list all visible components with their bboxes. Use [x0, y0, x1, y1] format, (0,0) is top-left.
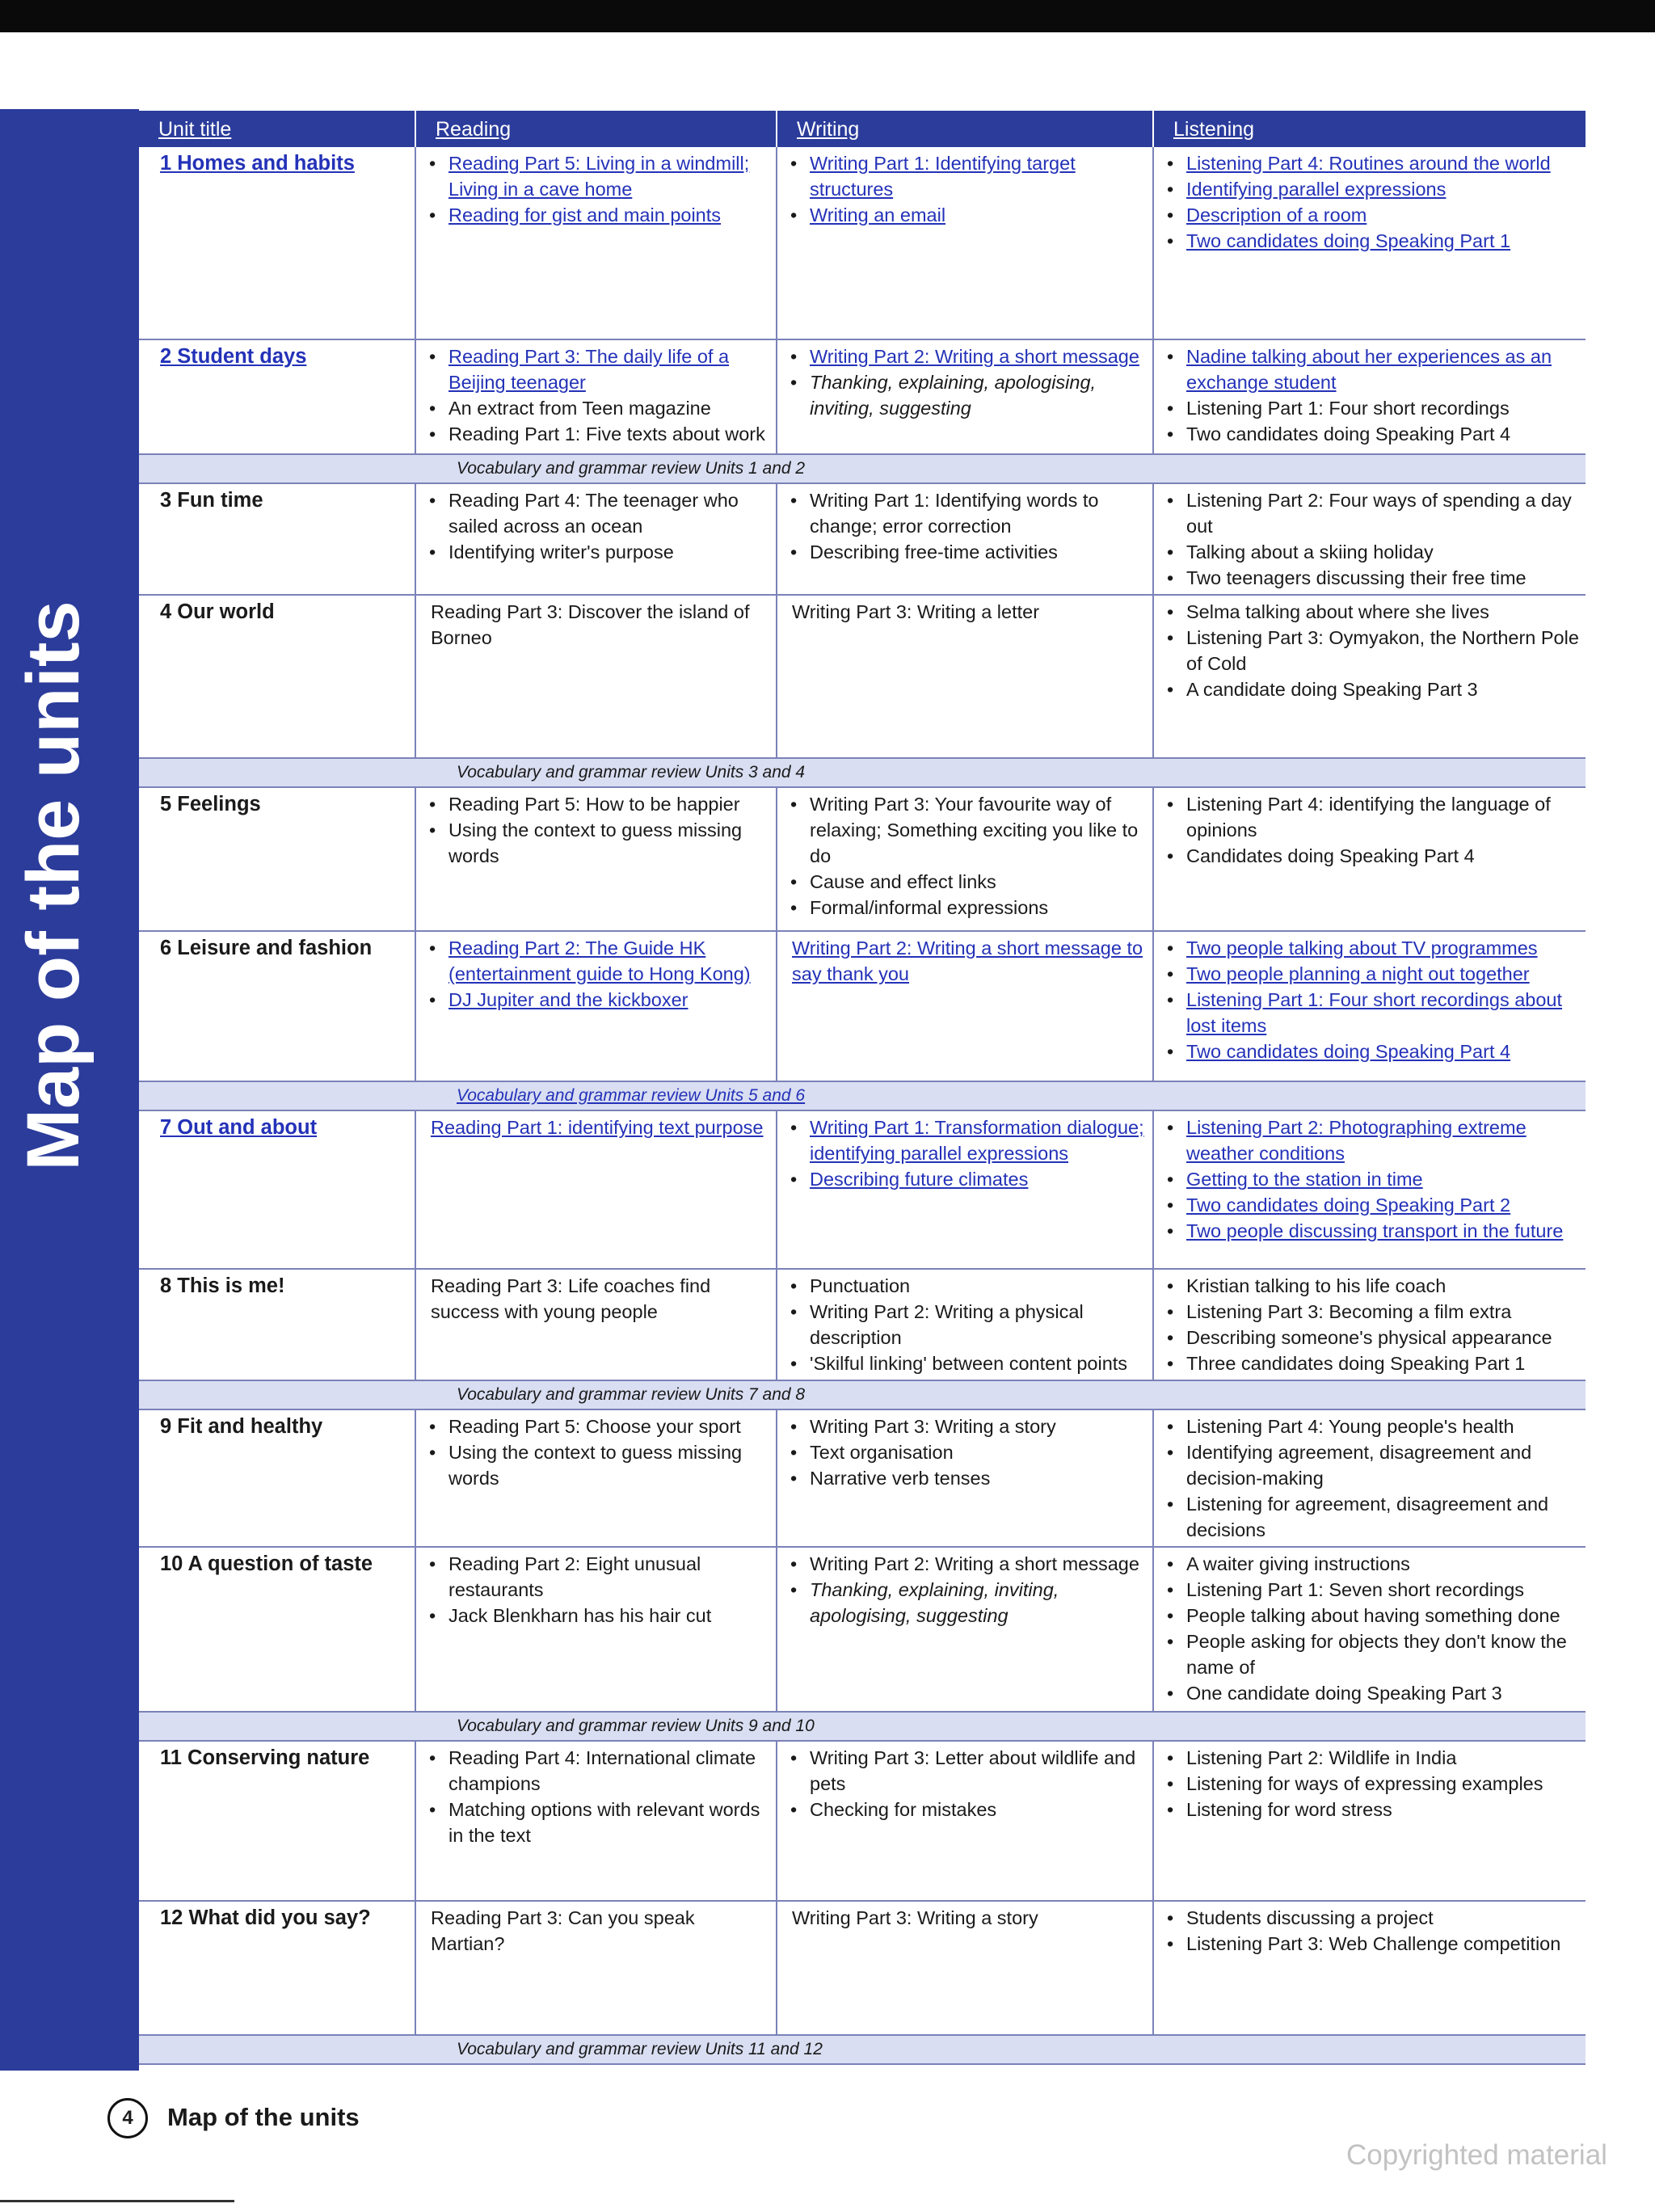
unit-title: 8 This is me! [139, 1269, 415, 1380]
list-item[interactable]: • Reading for gist and main points [424, 202, 769, 228]
list-item[interactable]: • Two candidates doing Speaking Part 4 [1162, 1039, 1579, 1064]
list-item: • Candidates doing Speaking Part 4 [1162, 843, 1579, 869]
writing-cell: Writing Part 3: Writing a story [777, 1901, 1153, 2035]
list-item: • Listening for agreement, disagreement and decisions [1162, 1491, 1579, 1543]
writing-cell [777, 1547, 1153, 1712]
table-row [139, 1547, 1586, 1712]
side-title: Map of the units [12, 600, 95, 1171]
review-row [139, 454, 1586, 483]
review-row [139, 2035, 1586, 2064]
list-item: • Listening for word stress [1162, 1797, 1579, 1822]
reading-cell [415, 787, 777, 931]
list-item: • Thanking, explaining, apologising, inviting, suggesting [785, 369, 1146, 421]
listening-cell [1153, 1110, 1586, 1269]
unit-title[interactable]: 7 Out and about [139, 1110, 415, 1269]
list-item: • Two candidates doing Speaking Part 4 [1162, 421, 1579, 447]
listening-cell [1153, 147, 1586, 339]
list-item: • Identifying writer's purpose [424, 539, 769, 565]
table-row [139, 1269, 1586, 1380]
list-item: • Cause and effect links [785, 869, 1146, 895]
list-item[interactable]: • Getting to the station in time [1162, 1166, 1579, 1192]
unit-title: 3 Fun time [139, 483, 415, 595]
reading-cell: Reading Part 3: Can you speak Martian? [415, 1901, 777, 2035]
list-item: • Reading Part 4: International climate champions [424, 1745, 769, 1797]
writing-cell [777, 787, 1153, 931]
reading-cell [415, 1409, 777, 1547]
list-item[interactable]: • Description of a room [1162, 202, 1579, 228]
reading-cell [415, 483, 777, 595]
list-item: • A waiter giving instructions [1162, 1551, 1579, 1577]
listening-cell [1153, 787, 1586, 931]
copyright-notice: Copyrighted material [1346, 2139, 1607, 2171]
list-item: • Describing free-time activities [785, 539, 1146, 565]
list-item: • 'Skilful linking' between content points [785, 1350, 1146, 1376]
listening-cell [1153, 339, 1586, 454]
unit-title[interactable]: 2 Student days [139, 339, 415, 454]
writing-cell [777, 1741, 1153, 1901]
list-item: • Identifying agreement, disagreement and decision-making [1162, 1439, 1579, 1491]
unit-title: 4 Our world [139, 595, 415, 758]
unit-title: 6 Leisure and fashion [139, 931, 415, 1081]
list-item[interactable]: • Reading Part 3: The daily life of a Beijing teenager [424, 343, 769, 395]
list-item: • Matching options with relevant words in the text [424, 1797, 769, 1848]
table-row [139, 483, 1586, 595]
list-item[interactable]: • Writing Part 1: Transformation dialogue; identifying parallel expressions [785, 1114, 1146, 1166]
list-item: • Writing Part 3: Writing a story [785, 1414, 1146, 1439]
reading-cell [415, 931, 777, 1081]
list-item: • One candidate doing Speaking Part 3 [1162, 1680, 1579, 1706]
writing-cell[interactable]: Writing Part 2: Writing a short message to say thank you [777, 931, 1153, 1081]
table-row [139, 931, 1586, 1081]
list-item: • Listening Part 2: Four ways of spending a day out [1162, 487, 1579, 539]
listening-cell [1153, 1547, 1586, 1712]
list-item: • Three candidates doing Speaking Part 1 [1162, 1350, 1579, 1376]
listening-cell [1153, 1741, 1586, 1901]
list-item: • Using the context to guess missing words [424, 1439, 769, 1491]
list-item: • Talking about a skiing holiday [1162, 539, 1579, 565]
list-item[interactable]: • Reading Part 2: The Guide HK (entertainment guide to Hong Kong) [424, 935, 769, 987]
list-item: • A candidate doing Speaking Part 3 [1162, 676, 1579, 702]
unit-title: 11 Conserving nature [139, 1741, 415, 1901]
list-item: • Checking for mistakes [785, 1797, 1146, 1822]
list-item[interactable]: • DJ Jupiter and the kickboxer [424, 987, 769, 1013]
list-item: • Listening Part 4: Young people's health [1162, 1414, 1579, 1439]
list-item: • Listening for ways of expressing examples [1162, 1771, 1579, 1797]
writing-cell [777, 1110, 1153, 1269]
review-cell[interactable]: Vocabulary and grammar review Units 5 and 6 [139, 1081, 1586, 1110]
list-item[interactable]: • Two candidates doing Speaking Part 1 [1162, 228, 1579, 254]
reading-cell [415, 147, 777, 339]
list-item: • People asking for objects they don't know the name of [1162, 1628, 1579, 1680]
list-item: • Reading Part 4: The teenager who sailed across an ocean [424, 487, 769, 539]
list-item[interactable]: • Writing an email [785, 202, 1146, 228]
review-cell: Vocabulary and grammar review Units 1 and 2 [139, 454, 1586, 483]
review-row [139, 1081, 1586, 1110]
list-item: • Jack Blenkharn has his hair cut [424, 1603, 769, 1628]
table-row [139, 1741, 1586, 1901]
footer-title: Map of the units [167, 2103, 360, 2131]
table-row [139, 339, 1586, 454]
list-item: • Listening Part 3: Web Challenge competition [1162, 1931, 1579, 1957]
header-row [139, 111, 1586, 147]
list-item[interactable]: • Listening Part 4: Routines around the world [1162, 150, 1579, 176]
list-item: • Reading Part 5: Choose your sport [424, 1414, 769, 1439]
table-row [139, 147, 1586, 339]
list-item[interactable]: • Listening Part 2: Photographing extreme weather conditions [1162, 1114, 1579, 1166]
list-item[interactable]: • Identifying parallel expressions [1162, 176, 1579, 202]
reading-cell: Reading Part 3: Discover the island of Borneo [415, 595, 777, 758]
unit-title: 12 What did you say? [139, 1901, 415, 2035]
table-row [139, 595, 1586, 758]
list-item[interactable]: • Two candidates doing Speaking Part 2 [1162, 1192, 1579, 1218]
list-item[interactable]: • Two people discussing transport in the future [1162, 1218, 1579, 1244]
review-cell: Vocabulary and grammar review Units 7 and 8 [139, 1380, 1586, 1409]
review-cell: Vocabulary and grammar review Units 9 and 10 [139, 1712, 1586, 1741]
list-item: • Formal/informal expressions [785, 895, 1146, 921]
list-item[interactable]: • Two people planning a night out together [1162, 961, 1579, 987]
reading-cell [415, 339, 777, 454]
unit-title: 10 A question of taste [139, 1547, 415, 1712]
listening-cell [1153, 595, 1586, 758]
writing-cell [777, 147, 1153, 339]
list-item: • Two teenagers discussing their free time [1162, 565, 1579, 591]
unit-title: 9 Fit and healthy [139, 1409, 415, 1547]
reading-cell [415, 1741, 777, 1901]
reading-cell[interactable]: Reading Part 1: identifying text purpose [415, 1110, 777, 1269]
review-cell: Vocabulary and grammar review Units 3 and 4 [139, 758, 1586, 787]
listening-cell [1153, 1409, 1586, 1547]
list-item[interactable]: • Writing Part 2: Writing a short message [785, 343, 1146, 369]
table-row [139, 1409, 1586, 1547]
list-item: • Reading Part 5: How to be happier [424, 791, 769, 817]
list-item: • Narrative verb tenses [785, 1465, 1146, 1491]
table-row [139, 1110, 1586, 1269]
list-item: • Listening Part 2: Wildlife in India [1162, 1745, 1579, 1771]
list-item[interactable]: • Listening Part 1: Four short recordings about lost items [1162, 987, 1579, 1039]
list-item: • Writing Part 2: Writing a physical description [785, 1299, 1146, 1350]
units-map-table [139, 111, 1586, 2065]
list-item: • Students discussing a project [1162, 1905, 1579, 1931]
header-reading[interactable]: Reading [415, 111, 777, 147]
list-item: • Text organisation [785, 1439, 1146, 1465]
reading-cell: Reading Part 3: Life coaches find success with young people [415, 1269, 777, 1380]
list-item: • Describing someone's physical appearance [1162, 1325, 1579, 1350]
list-item: • Reading Part 2: Eight unusual restaurants [424, 1551, 769, 1603]
list-item[interactable]: • Two people talking about TV programmes [1162, 935, 1579, 961]
writing-cell: Writing Part 3: Writing a letter [777, 595, 1153, 758]
writing-cell [777, 339, 1153, 454]
list-item: • Thanking, explaining, inviting, apologising, suggesting [785, 1577, 1146, 1628]
writing-cell [777, 483, 1153, 595]
listening-cell [1153, 1901, 1586, 2035]
listening-cell [1153, 931, 1586, 1081]
review-cell: Vocabulary and grammar review Units 11 and 12 [139, 2035, 1586, 2064]
review-row [139, 758, 1586, 787]
list-item: • Punctuation [785, 1273, 1146, 1299]
review-row [139, 1380, 1586, 1409]
list-item: • Writing Part 2: Writing a short message [785, 1551, 1146, 1577]
listening-cell [1153, 1269, 1586, 1380]
table-row [139, 787, 1586, 931]
writing-cell [777, 1409, 1153, 1547]
list-item: • Listening Part 3: Oymyakon, the Northern Pole of Cold [1162, 625, 1579, 676]
header-listening[interactable]: Listening [1153, 111, 1586, 147]
unit-title: 5 Feelings [139, 787, 415, 931]
list-item: • An extract from Teen magazine [424, 395, 769, 421]
header-writing[interactable]: Writing [777, 111, 1153, 147]
list-item: • Kristian talking to his life coach [1162, 1273, 1579, 1299]
list-item: • Selma talking about where she lives [1162, 599, 1579, 625]
list-item: • Writing Part 1: Identifying words to change; error correction [785, 487, 1146, 539]
list-item: • Writing Part 3: Your favourite way of relaxing; Something exciting you like to do [785, 791, 1146, 869]
list-item: • Listening Part 3: Becoming a film extra [1162, 1299, 1579, 1325]
reading-cell [415, 1547, 777, 1712]
table-row [139, 1901, 1586, 2035]
bottom-divider [0, 2200, 234, 2202]
review-row [139, 1712, 1586, 1741]
list-item: • Using the context to guess missing words [424, 817, 769, 869]
unit-title[interactable]: 1 Homes and habits [139, 147, 415, 339]
page-number-badge: 4 [107, 2098, 148, 2138]
list-item: • People talking about having something done [1162, 1603, 1579, 1628]
list-item: • Listening Part 1: Seven short recordings [1162, 1577, 1579, 1603]
list-item: • Writing Part 3: Letter about wildlife and pets [785, 1745, 1146, 1797]
list-item[interactable]: • Writing Part 1: Identifying target structures [785, 150, 1146, 202]
list-item: • Listening Part 4: identifying the language of opinions [1162, 791, 1579, 843]
listening-cell [1153, 483, 1586, 595]
list-item: • Listening Part 1: Four short recordings [1162, 395, 1579, 421]
writing-cell [777, 1269, 1153, 1380]
list-item[interactable]: • Reading Part 5: Living in a windmill; Living in a cave home [424, 150, 769, 202]
top-dark-strip [0, 0, 1655, 32]
list-item[interactable]: • Describing future climates [785, 1166, 1146, 1192]
list-item: • Reading Part 1: Five texts about work [424, 421, 769, 447]
list-item[interactable]: • Nadine talking about her experiences as an exchange student [1162, 343, 1579, 395]
header-unit-title[interactable]: Unit title [139, 111, 415, 147]
